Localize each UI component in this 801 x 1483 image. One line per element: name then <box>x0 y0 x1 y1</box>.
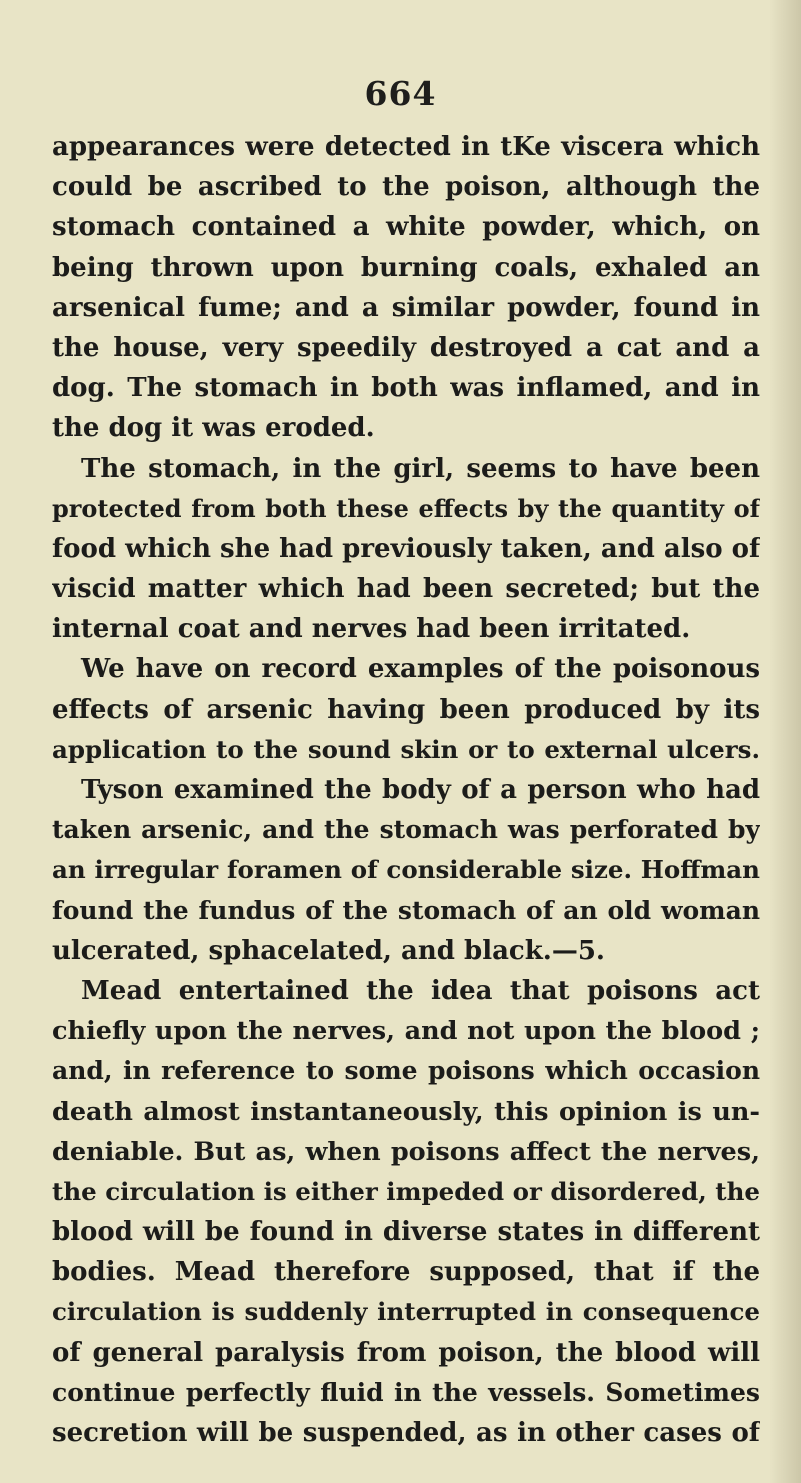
text-line: death almost instantaneously, this opinion is un- <box>52 1096 760 1127</box>
text-line: the house, very speedily destroyed a cat and a <box>52 332 760 363</box>
text-line: Tyson examined the body of a person who had <box>81 775 760 805</box>
text-line: ulcerated, sphacelated, and black.—5. <box>52 935 605 966</box>
text-line: bodies. Mead therefore supposed, that if the <box>52 1257 760 1288</box>
text-line: the dog it was eroded. <box>52 413 375 444</box>
text-line: deniable. But as, when poisons affect the nerves, <box>52 1136 760 1167</box>
text-line: could be ascribed to the poison, although the <box>52 172 760 203</box>
text-line: application to the sound skin or to external ulcers. <box>52 734 760 764</box>
text-line: found the fundus of the stomach of an old woman <box>52 895 760 925</box>
text-line: blood will be found in diverse states in different <box>52 1217 760 1248</box>
text-line: secretion will be suspended, as in other cases of <box>52 1418 760 1448</box>
text-line: appearances were detected in tKe viscera which <box>52 132 760 162</box>
text-line: circulation is suddenly interrupted in consequence <box>52 1297 760 1327</box>
text-line: food which she had previously taken, and also of <box>52 533 760 564</box>
text-line: an irregular foramen of considerable size. Hoffman <box>52 855 760 885</box>
text-line: Mead entertained the idea that poisons act <box>81 975 760 1006</box>
text-line: taken arsenic, and the stomach was perforated by <box>52 815 760 845</box>
text-line: and, in reference to some poisons which occasion <box>52 1056 760 1086</box>
text-line: continue perfectly fluid in the vessels. Sometimes <box>52 1377 760 1407</box>
text-line: dog. The stomach in both was inflamed, and in <box>52 373 760 404</box>
text-line: effects of arsenic having been produced by its <box>52 694 760 725</box>
text-line: The stomach, in the girl, seems to have been <box>81 453 760 484</box>
text-line: being thrown upon burning coals, exhaled an <box>52 252 760 283</box>
text-line: viscid matter which had been secreted; but the <box>52 574 760 605</box>
text-line: chiefly upon the nerves, and not upon the blood ; <box>52 1016 760 1047</box>
text-line: of general paralysis from poison, the blood will <box>52 1337 760 1368</box>
body-text <box>52 127 760 1453</box>
text-line: protected from both these effects by the quantity of <box>52 493 760 523</box>
text-line: the circulation is either impeded or disordered, the <box>52 1176 760 1206</box>
text-line: stomach contained a white powder, which, on <box>52 212 760 243</box>
page-number: 664 <box>364 74 437 113</box>
text-line: arsenical fume; and a similar powder, found in <box>52 292 760 323</box>
text-line: internal coat and nerves had been irritated. <box>52 614 691 645</box>
text-line: We have on record examples of the poisonous <box>81 654 760 685</box>
